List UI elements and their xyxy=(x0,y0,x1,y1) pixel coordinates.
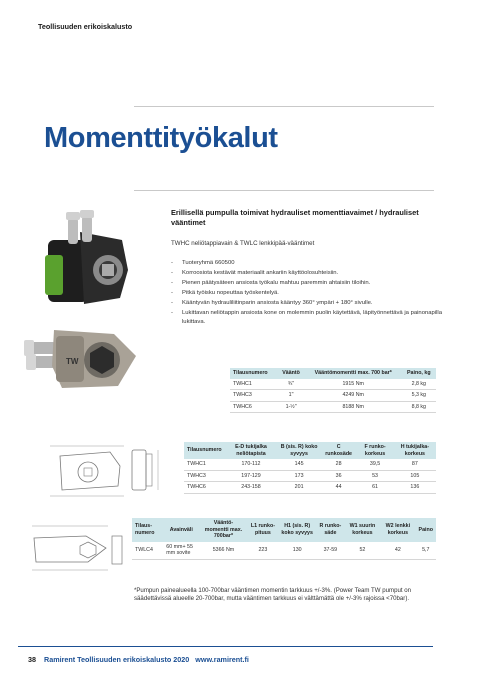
twlc-wrench-image xyxy=(22,316,142,398)
table-cell: 37-59 xyxy=(316,542,344,560)
table-cell: 36 xyxy=(321,470,357,482)
table-cell: 2,8 kg xyxy=(402,379,436,390)
footer-text: Ramirent Teollisuuden erikoiskalusto 2020 xyxy=(44,655,190,664)
table-cell: 130 xyxy=(278,542,316,560)
footer-divider xyxy=(18,646,433,647)
footnote: *Pumpun painealueella 100-700bar vääntimen momentin tarkkuus +/-3%. (Power Team TW pumput on säädettävissä alueelle 20-700bar, mutta vääntimen tarkkuus ei välttämättä ole +/-3% rajoissa <70bar). xyxy=(134,587,412,603)
table-row xyxy=(230,401,436,413)
table-cell: 201 xyxy=(277,482,321,494)
table-cell: 44 xyxy=(321,482,357,494)
table-row xyxy=(184,470,436,482)
table-cell: TWHC6 xyxy=(184,482,225,494)
table-cell: TWHC1 xyxy=(184,459,225,470)
table-cell: 8,8 kg xyxy=(402,401,436,413)
twhc-dimension-diagram xyxy=(40,438,170,504)
table-cell: 105 xyxy=(394,470,436,482)
table-cell: TWLC4 xyxy=(132,542,163,560)
table-cell: 136 xyxy=(394,482,436,494)
column-header: Vääntö xyxy=(277,368,305,379)
table-cell: TWHC3 xyxy=(230,390,277,402)
divider xyxy=(134,106,434,107)
feature-item: - Pienen päätysäteen ansiosta työkalu mahtuu paremmin ahtaisiin tiloihin. xyxy=(171,279,446,288)
page-footer xyxy=(28,655,249,664)
column-header: H tukijalka-korkeus xyxy=(394,442,436,459)
table-cell: 39,5 xyxy=(356,459,393,470)
table-cell: 5366 Nm xyxy=(199,542,247,560)
feature-item: - Korroosiota kestävät materiaalit ankariin käyttöolosuhteisiin. xyxy=(171,269,446,278)
feature-list xyxy=(171,259,446,328)
feature-item: - Kääntyvän hydrauliliitinparin ansiosta kääntyy 360° ympäri + 180° sivulle. xyxy=(171,299,446,308)
column-header: Tilausnumero xyxy=(230,368,277,379)
column-header: Vääntömomentti max. 700 bar* xyxy=(305,368,402,379)
table-row xyxy=(132,542,436,560)
twlc-spec-table xyxy=(132,518,436,560)
product-heading: Erillisellä pumpulla toimivat hydrauliset momenttiavaimet / hydrauliset vääntimet xyxy=(171,208,419,228)
column-header: Paino xyxy=(416,518,436,542)
column-header: L1 runko-pituus xyxy=(248,518,279,542)
twhc-spec-table xyxy=(230,368,436,413)
table-cell: 5,3 kg xyxy=(402,390,436,402)
table-cell: 197-129 xyxy=(225,470,278,482)
column-header: Tilaus-numero xyxy=(132,518,163,542)
table-cell: 170-112 xyxy=(225,459,278,470)
table-cell: 52 xyxy=(345,542,381,560)
table-cell: 61 xyxy=(356,482,393,494)
table-cell: 87 xyxy=(394,459,436,470)
table-cell: 1" xyxy=(277,390,305,402)
table-cell: 243-158 xyxy=(225,482,278,494)
table-cell: 5,7 xyxy=(416,542,436,560)
table-cell: TWHC1 xyxy=(230,379,277,390)
twhc-wrench-image xyxy=(20,210,138,312)
table-cell: 173 xyxy=(277,470,321,482)
feature-item: - Lukittavan neliötappin ansiosta kone on molemmin puolin käytettävä, läpityönnettävä ja painonapilla lukittava. xyxy=(171,309,446,326)
column-header: Paino, kg xyxy=(402,368,436,379)
column-header: Vääntö-momentti max. 700bar* xyxy=(199,518,247,542)
table-cell: 53 xyxy=(356,470,393,482)
column-header: W2 lenkki korkeus xyxy=(380,518,415,542)
column-header: E-D tukijalka neliötapista xyxy=(225,442,278,459)
column-header: H1 (sis. R) koko syvyys xyxy=(278,518,316,542)
table-cell: 28 xyxy=(321,459,357,470)
column-header: R runko-säde xyxy=(316,518,344,542)
page-title: Momenttityökalut xyxy=(44,122,278,154)
table-cell: 1-½" xyxy=(277,401,305,413)
page-number: 38 xyxy=(28,655,36,664)
column-header: W1 suurin korkeus xyxy=(345,518,381,542)
table-cell: TWHC3 xyxy=(184,470,225,482)
footer-website-link[interactable]: www.ramirent.fi xyxy=(195,655,249,664)
feature-item: - Tuoteryhmä 660500 xyxy=(171,259,446,268)
table-cell: ¾" xyxy=(277,379,305,390)
table-row xyxy=(184,482,436,494)
table-cell: 4249 Nm xyxy=(305,390,402,402)
column-header: Avainväli xyxy=(163,518,199,542)
twhc-dimension-table xyxy=(184,442,436,494)
table-cell: 8188 Nm xyxy=(305,401,402,413)
table-cell: 60 mm+ 55 mm sovite xyxy=(163,542,199,560)
column-header: B (sis. R) koko syvyys xyxy=(277,442,321,459)
feature-item: - Pitkä työisku nopeuttaa työskentelyä. xyxy=(171,289,446,298)
table-cell: 42 xyxy=(380,542,415,560)
column-header: C runkosäde xyxy=(321,442,357,459)
twlc-dimension-diagram xyxy=(26,518,128,578)
column-header: Tilausnumero xyxy=(184,442,225,459)
table-cell: 145 xyxy=(277,459,321,470)
table-cell: 1915 Nm xyxy=(305,379,402,390)
svg-text:TW: TW xyxy=(66,357,79,366)
product-subheading: TWHC neliötappiavain & TWLC lenkkipää-vääntimet xyxy=(171,240,315,247)
column-header: F runko-korkeus xyxy=(356,442,393,459)
section-label: Teollisuuden erikoiskalusto xyxy=(38,22,133,31)
table-row xyxy=(184,459,436,470)
table-row xyxy=(230,390,436,402)
divider xyxy=(134,190,434,191)
table-cell: 223 xyxy=(248,542,279,560)
table-row xyxy=(230,379,436,390)
table-cell: TWHC6 xyxy=(230,401,277,413)
